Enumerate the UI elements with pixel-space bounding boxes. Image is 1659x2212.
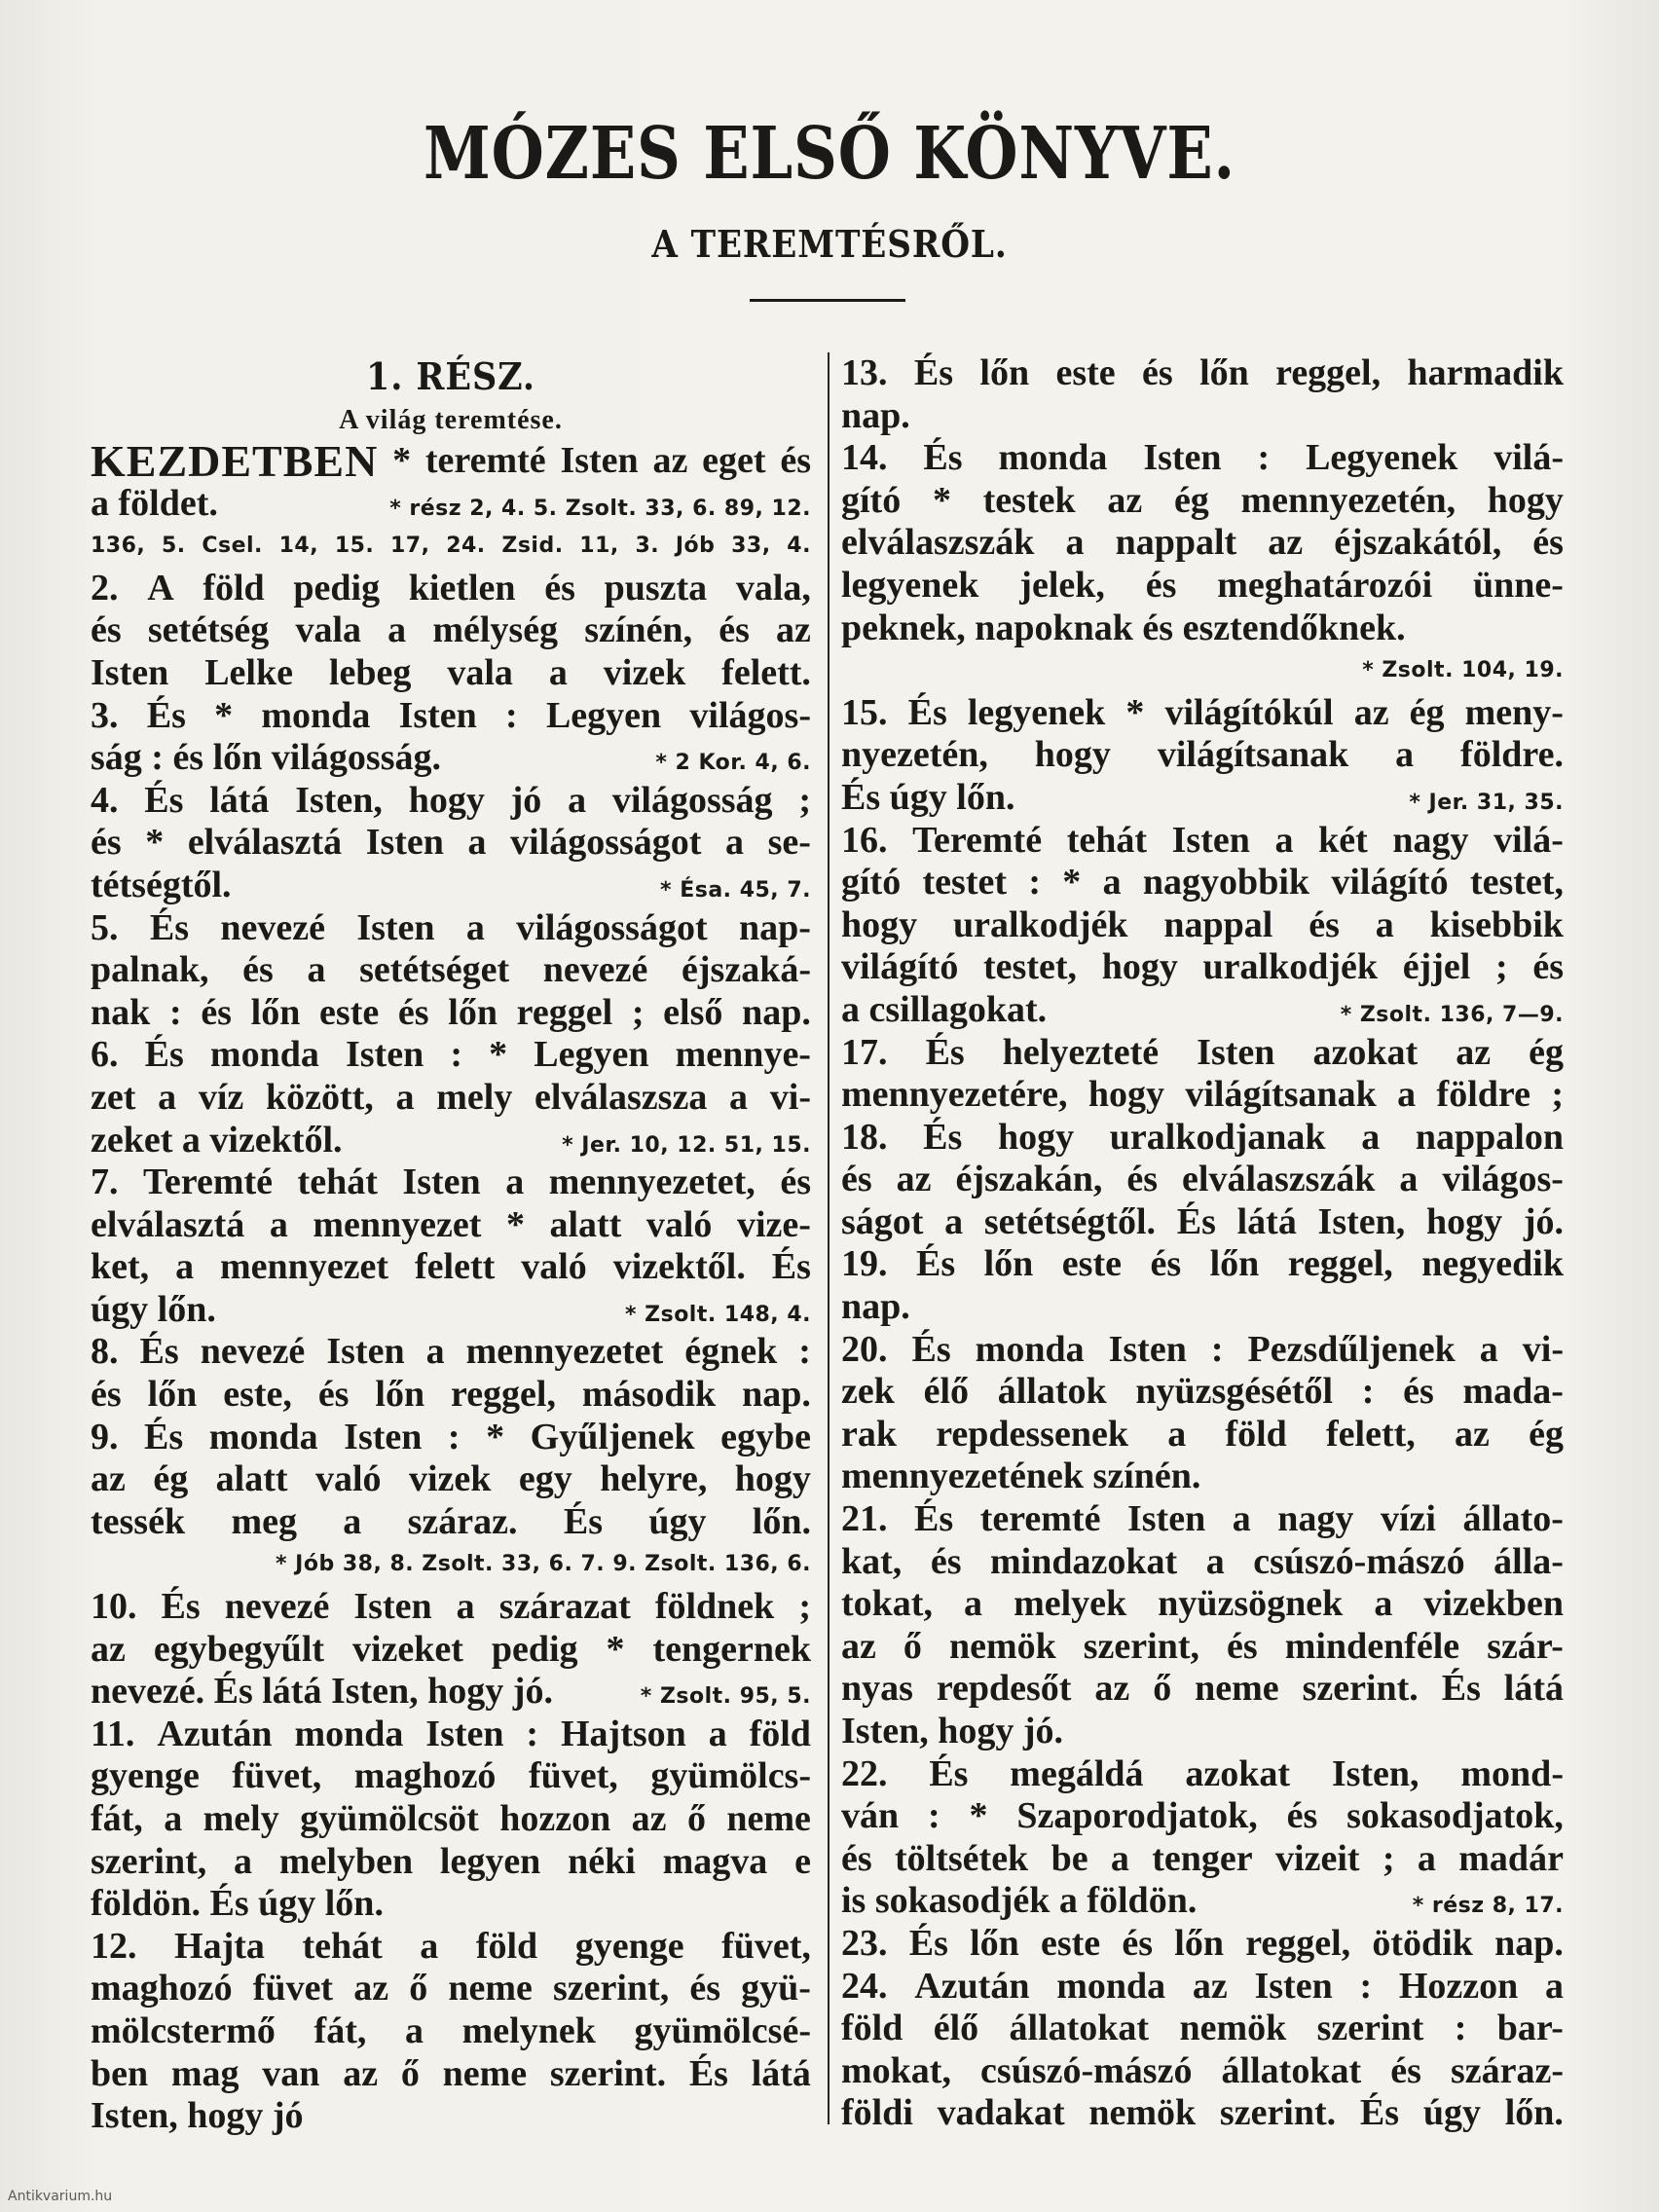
- left-column-text: [91, 436, 811, 2138]
- text-line: úgy lőn. * Zsolt. 148, 4.: [91, 1289, 811, 1332]
- text-line: nyas repdesőt az ő neme szerint. És látá: [841, 1668, 1564, 1710]
- text-line: legyenek jelek, és meghatározói ünne-: [841, 564, 1564, 606]
- cross-reference: * rész 8, 17.: [1412, 1894, 1564, 1919]
- text-line: és * elválasztá Isten a világosságot a se-: [91, 822, 811, 864]
- book-title: MÓZES ELSŐ KÖNYVE.: [423, 112, 1236, 196]
- text-line: 9. És monda Isten : * Gyűljenek egybe: [91, 1416, 811, 1457]
- text-line: mölcstermő fát, a melynek gyümölcsé-: [91, 2009, 811, 2051]
- text-line: 3. És * monda Isten : Legyen világos-: [91, 694, 811, 736]
- text-line: 2. A föld pedig kietlen és puszta vala,: [91, 567, 811, 608]
- text-line: elválaszszák a nappalt az éjszakától, és: [841, 522, 1564, 564]
- text-line: mennyezetére, hogy világítsanak a földre ;: [841, 1074, 1564, 1116]
- text-line: a csillagokat. * Zsolt. 136, 7—9.: [841, 989, 1564, 1032]
- text-line: 20. És monda Isten : Pezsdűljenek a vi-: [841, 1328, 1564, 1370]
- text-line: 6. És monda Isten : * Legyen mennye-: [91, 1034, 811, 1076]
- text-line: 15. És legyenek * világítókúl az ég meny-: [841, 691, 1564, 733]
- right-column: [841, 352, 1564, 2135]
- text-line: is sokasodjék a földön. * rész 8, 17.: [841, 1880, 1564, 1923]
- text-line: 21. És teremté Isten a nagy vízi állato-: [841, 1498, 1564, 1540]
- text-line: 22. És megáldá azokat Isten, mond-: [841, 1752, 1564, 1794]
- text-line: tessék meg a száraz. És úgy lőn.: [91, 1500, 811, 1542]
- text-line: 19. És lőn este és lőn reggel, negyedik: [841, 1243, 1564, 1285]
- text-line: gító testet : * a nagyobbik világító testet,: [841, 862, 1564, 903]
- text-line: nak : és lőn este és lőn reggel ; első nap.: [91, 991, 811, 1033]
- text-line: földi vadakat nemök szerint. És úgy lőn.: [841, 2092, 1564, 2134]
- cross-reference: * Jób 38, 8. Zsolt. 33, 6. 7. 9. Zsolt. 136, 6.: [275, 1552, 811, 1577]
- text-line: mokat, csúszó-mászó állatokat és száraz-: [841, 2049, 1564, 2091]
- text-line: szerint, a melyben legyen néki magva e: [91, 1840, 811, 1882]
- text-line: 16. Teremté tehát Isten a két nagy vilá-: [841, 819, 1564, 861]
- text-line: palnak, és a setétséget nevezé éjszaká-: [91, 949, 811, 991]
- text-line: az ő nemök szerint, és mindenféle szár-: [841, 1625, 1564, 1667]
- text-line: 18. És hogy uralkodjanak a nappalon: [841, 1116, 1564, 1158]
- text-line: és setétség vala a mélység színén, és az: [91, 609, 811, 651]
- text-line: [91, 1543, 811, 1586]
- text-line: és lőn este, és lőn reggel, második nap.: [91, 1374, 811, 1416]
- title-divider: [750, 299, 905, 302]
- text-line: Isten, hogy jó.: [841, 1711, 1064, 1751]
- cross-reference: * Jer. 31, 35.: [1409, 790, 1564, 815]
- cross-reference: * Zsolt. 148, 4.: [624, 1302, 811, 1327]
- text-line: [841, 649, 1564, 692]
- text-line: világító testet, hogy uralkodjék éjjel ; és: [841, 946, 1564, 988]
- cross-reference: * Zsolt. 136, 7—9.: [1340, 1002, 1564, 1027]
- text-line: nap.: [841, 1286, 910, 1328]
- cross-reference: * Jer. 10, 12. 51, 15.: [562, 1132, 811, 1158]
- text-line: zeket a vizektől. * Jer. 10, 12. 51, 15.: [91, 1120, 811, 1162]
- text-line: Isten, hogy jó: [91, 2095, 304, 2137]
- cross-reference: * rész 2, 4. 5. Zsolt. 33, 6. 89, 12.: [389, 496, 811, 521]
- text-line: nap.: [841, 394, 910, 436]
- cross-reference: * Zsolt. 104, 19.: [1362, 658, 1564, 683]
- text-line: KEZDETBEN * teremté Isten az eget és: [91, 436, 811, 486]
- text-line: elválasztá a mennyezet * alatt való vize-: [91, 1203, 811, 1245]
- text-line: tétségtől. * Ésa. 45, 7.: [91, 865, 811, 907]
- text-line: nyezetén, hogy világítsanak a földre.: [841, 734, 1564, 776]
- text-line: gyenge füvet, maghozó füvet, gyümölcs-: [91, 1755, 811, 1797]
- text-line: 7. Teremté tehát Isten a mennyezetet, és: [91, 1161, 811, 1203]
- text-line: hogy uralkodjék nappal és a kisebbik: [841, 903, 1564, 945]
- left-column: [91, 352, 811, 2138]
- text-line: 8. És nevezé Isten a mennyezetet égnek :: [91, 1331, 811, 1373]
- text-line: földön. És úgy lőn.: [91, 1883, 384, 1925]
- text-line: gító * testek az ég mennyezetén, hogy: [841, 479, 1564, 521]
- text-line: peknek, napoknak és esztendőknek.: [841, 607, 1406, 648]
- text-line: föld élő állatokat nemök szerint : bar-: [841, 2008, 1564, 2049]
- column-divider: [828, 352, 830, 2124]
- cross-reference: * Ésa. 45, 7.: [660, 877, 811, 903]
- text-line: 4. És látá Isten, hogy jó a világosság ;: [91, 779, 811, 821]
- text-line: az egybegyűlt vizeket pedig * tengernek: [91, 1628, 811, 1670]
- chapter-heading: 1. RÉSZ.: [365, 354, 536, 398]
- text-line: és töltsétek be a tenger vizeit ; a madár: [841, 1837, 1564, 1879]
- watermark: Antikvarium.hu: [8, 2189, 113, 2204]
- section-heading: A világ teremtése.: [339, 405, 563, 435]
- text-line: rak repdessenek a föld felett, az ég: [841, 1413, 1564, 1455]
- text-line: ket, a mennyezet felett való vizektől. És: [91, 1246, 811, 1288]
- text-line: 13. És lőn este és lőn reggel, harmadik: [841, 352, 1564, 393]
- right-column-text: [841, 352, 1564, 2135]
- text-line: 10. És nevezé Isten a szárazat földnek ;: [91, 1586, 811, 1628]
- cross-reference: 136, 5. Csel. 14, 15. 17, 24. Zsid. 11, 3. Jób 33, 4.: [91, 534, 811, 559]
- text-line: 23. És lőn este és lőn reggel, ötödik nap.: [841, 1922, 1564, 1964]
- text-line: ság : és lőn világosság. * 2 Kor. 4, 6.: [91, 737, 811, 780]
- text-line: tokat, a melyek nyüzsögnek a vizekben: [841, 1583, 1564, 1625]
- text-line: Isten Lelke lebeg vala a vizek felett.: [91, 651, 811, 693]
- text-line: kat, és mindazokat a csúszó-mászó álla-: [841, 1540, 1564, 1582]
- cross-reference: * 2 Kor. 4, 6.: [655, 751, 811, 776]
- text-line: maghozó füvet az ő neme szerint, és gyü-: [91, 1968, 811, 2009]
- text-line: 12. Hajta tehát a föld gyenge füvet,: [91, 1925, 811, 1967]
- text-line: 17. És helyezteté Isten azokat az ég: [841, 1031, 1564, 1073]
- text-line: 14. És monda Isten : Legyenek vilá-: [841, 437, 1564, 479]
- text-line: ván : * Szaporodjatok, és sokasodjatok,: [841, 1795, 1564, 1837]
- text-line: nevezé. És látá Isten, hogy jó. * Zsolt. 95, 5.: [91, 1671, 811, 1714]
- book-subtitle: A TEREMTÉSRŐL.: [651, 222, 1008, 266]
- text-line: fát, a mely gyümölcsöt hozzon az ő neme: [91, 1798, 811, 1839]
- text-line: 24. Azután monda az Isten : Hozzon a: [841, 1965, 1564, 2007]
- text-line: az ég alatt való vizek egy helyre, hogy: [91, 1458, 811, 1500]
- cross-reference: * Zsolt. 95, 5.: [640, 1684, 811, 1710]
- text-line: mennyezetének színén.: [841, 1456, 1201, 1497]
- text-line: a földet. * rész 2, 4. 5. Zsolt. 33, 6. 89, 12.: [91, 483, 811, 526]
- text-line: 5. És nevezé Isten a világosságot nap-: [91, 906, 811, 948]
- text-line: 11. Azután monda Isten : Hajtson a föld: [91, 1713, 811, 1754]
- text-line: és az éjszakán, és elválaszszák a világos-: [841, 1159, 1564, 1200]
- text-line: ságot a setétségtől. És látá Isten, hogy jó.: [841, 1200, 1564, 1242]
- text-line: zet a víz között, a mely elválaszsza a vi-: [91, 1076, 811, 1118]
- text-line: ben mag van az ő neme szerint. És látá: [91, 2052, 811, 2094]
- text-line: zek élő állatok nyüzsgésétől : és mada-: [841, 1371, 1564, 1413]
- text-line: És úgy lőn. * Jer. 31, 35.: [841, 777, 1564, 820]
